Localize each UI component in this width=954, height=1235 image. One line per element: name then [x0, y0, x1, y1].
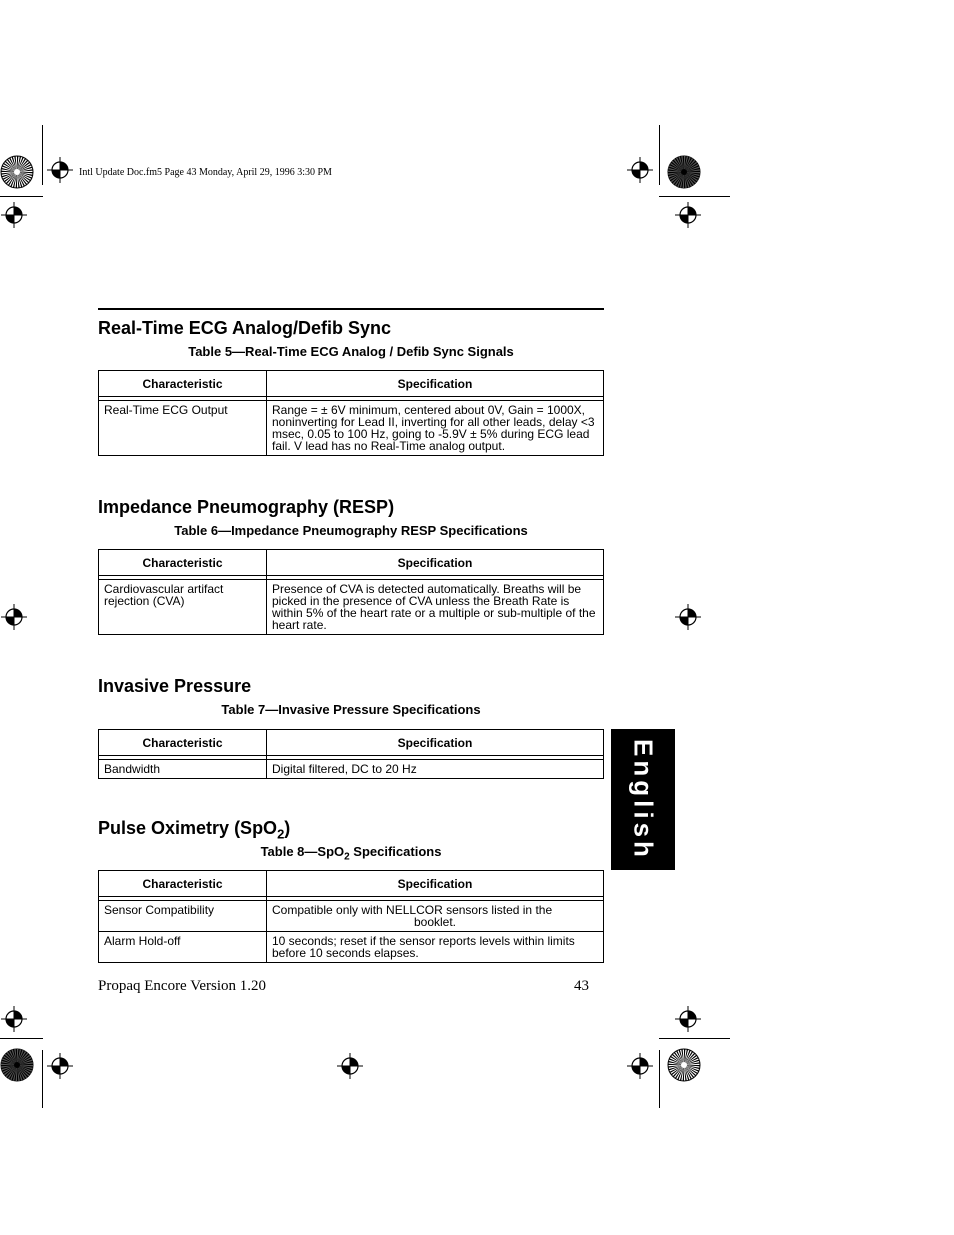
section-rule	[98, 308, 604, 310]
star-target-icon	[667, 1048, 701, 1082]
column-header: Characteristic	[99, 550, 267, 576]
registration-target-icon	[47, 1053, 73, 1079]
table-cell: 10 seconds; reset if the sensor reports levels within limits before 10 seconds elapses.	[267, 932, 604, 963]
table-header-row	[99, 371, 604, 397]
table-cell: Range = ± 6V minimum, centered about 0V, Gain = 1000X, noninverting for Lead II, inverting for all other leads, delay <3 msec, 0.05 to 100 Hz, going to -5.9V ± 5% during ECG lead fail. V lead has no Real-Time analog output.	[267, 401, 604, 456]
registration-target-icon	[1, 604, 27, 630]
star-target-icon	[0, 155, 34, 189]
table-row	[99, 580, 604, 635]
column-header: Specification	[267, 730, 604, 756]
star-target-icon	[0, 1048, 34, 1082]
table-header-row	[99, 730, 604, 756]
table-cell: Alarm Hold-off	[99, 932, 267, 963]
table-cell	[267, 901, 604, 932]
registration-target-icon	[1, 202, 27, 228]
registration-target-icon	[675, 202, 701, 228]
language-tab	[611, 729, 675, 870]
heading-text: Pulse Oximetry (SpO	[98, 818, 278, 838]
column-header: Specification	[267, 550, 604, 576]
cell-line: Compatible only with NELLCOR sensors listed in the	[272, 903, 553, 917]
crop-mark	[659, 1038, 730, 1039]
registration-target-icon	[675, 604, 701, 630]
table-row	[99, 401, 604, 456]
column-header: Characteristic	[99, 730, 267, 756]
crop-mark	[659, 125, 660, 185]
language-tab-label: English	[628, 738, 659, 861]
table-cell: Presence of CVA is detected automatically. Breaths will be picked in the presence of CVA unless the Breath Rate is within 5% of the heart rate or a multiple or sub-multiple of the heart rate.	[267, 580, 604, 635]
spec-table	[98, 729, 604, 779]
caption-text: Specifications	[349, 844, 442, 859]
page-number: 43	[574, 978, 589, 994]
registration-target-icon	[675, 1006, 701, 1032]
table-header-row	[99, 871, 604, 897]
table-header-row	[99, 550, 604, 576]
registration-target-icon	[47, 157, 73, 183]
table-cell: Sensor Compatibility	[99, 901, 267, 932]
table-row	[99, 760, 604, 779]
crop-mark	[659, 1050, 660, 1108]
section-heading: Invasive Pressure	[98, 676, 252, 696]
crop-mark	[42, 1050, 43, 1108]
section-heading	[98, 818, 290, 842]
spec-table	[98, 370, 604, 456]
subscript: 2	[344, 851, 350, 863]
registration-target-icon	[627, 1053, 653, 1079]
table-caption: Table 6—Impedance Pneumography RESP Specifications	[174, 523, 528, 538]
caption-text: Table 8—SpO	[260, 844, 345, 859]
section-heading: Impedance Pneumography (RESP)	[98, 497, 395, 517]
spec-table	[98, 549, 604, 635]
heading-text: )	[284, 818, 291, 838]
subscript: 2	[277, 826, 285, 842]
star-target-icon	[667, 155, 701, 189]
registration-target-icon	[627, 157, 653, 183]
column-header: Characteristic	[99, 871, 267, 897]
table-cell: Digital filtered, DC to 20 Hz	[267, 760, 604, 779]
registration-target-icon	[1, 1006, 27, 1032]
footer-title: Propaq Encore Version 1.20	[98, 978, 267, 994]
crop-mark	[0, 1038, 43, 1039]
crop-mark	[659, 196, 730, 197]
spec-table	[98, 870, 604, 963]
column-header: Specification	[267, 371, 604, 397]
table-cell: Real-Time ECG Output	[99, 401, 267, 456]
registration-target-icon	[337, 1053, 363, 1079]
table-row	[99, 932, 604, 963]
table-caption	[98, 844, 604, 863]
crop-mark	[0, 196, 43, 197]
column-header: Characteristic	[99, 371, 267, 397]
cell-line: booklet.	[413, 915, 457, 929]
table-caption: Table 7—Invasive Pressure Specifications	[221, 702, 481, 717]
section-heading: Real-Time ECG Analog/Defib Sync	[98, 318, 392, 338]
table-cell: Bandwidth	[99, 760, 267, 779]
table-cell: Cardiovascular artifact rejection (CVA)	[99, 580, 267, 635]
slug-line: Intl Update Doc.fm5 Page 43 Monday, April 29, 1996 3:30 PM	[79, 167, 332, 178]
table-row	[99, 901, 604, 932]
table-caption: Table 5—Real-Time ECG Analog / Defib Sync Signals	[188, 344, 514, 359]
column-header: Specification	[267, 871, 604, 897]
crop-mark	[42, 125, 43, 185]
